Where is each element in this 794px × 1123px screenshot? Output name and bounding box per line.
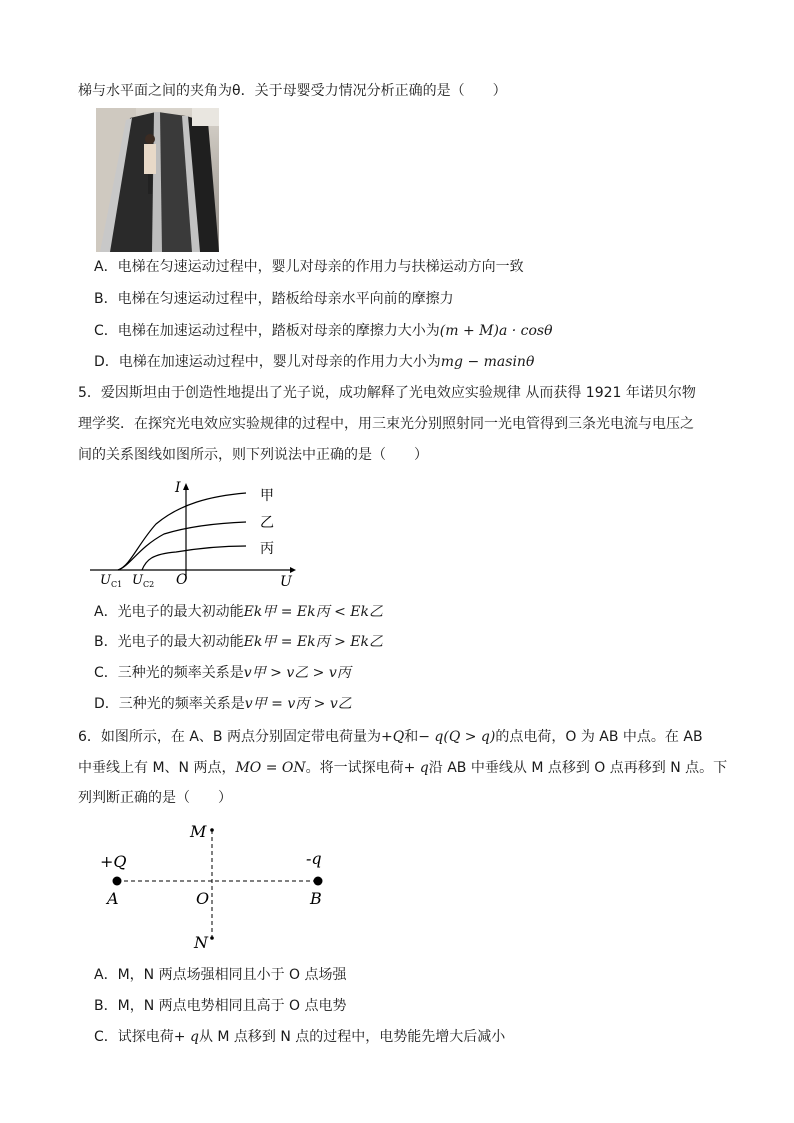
uc1-label: $U_{C1}$ [100,573,123,589]
q4-option-b: B．电梯在匀速运动过程中，踏板给母亲水平向前的摩擦力 [94,291,454,307]
q5-stem-line-3: 间的关系图线如图所示，则下列说法中正确的是（ ） [78,447,428,463]
escalator-photo [96,108,219,252]
q5-stem-line-1: 5．爱因斯坦由于创造性地提出了光子说，成功解释了光电效应实验规律 从而获得 1921 年诺贝尔物 [78,385,696,401]
curve-label-bing: 丙 [260,541,274,557]
origin-label: O [176,572,188,588]
q6-stem-line-3: 列判断正确的是（ ） [78,790,232,806]
q5-stem-line-2: 理学奖．在探究光电效应实验规律的过程中，用三束光分别照射同一光电管得到三条光电流与电压之 [78,416,694,432]
q5-option-b: B．光电子的最大初动能Ek甲 = Ek丙 > Ek乙 [94,634,383,650]
point-o-label: O [196,889,210,908]
point-n-label: N [194,933,208,952]
point-m-label: M [190,822,207,841]
charge-a-label: +Q [100,852,127,871]
q5-option-c: C．三种光的频率关系是v甲 > v乙 > v丙 [94,665,351,681]
point-a-label: A [107,889,119,908]
q5-option-d: D．三种光的频率关系是v甲 = v丙 > v乙 [94,696,352,712]
q4-option-d: D．电梯在加速运动过程中，婴儿对母亲的作用力大小为mg − masinθ [94,354,535,370]
q5-option-a: A．光电子的最大初动能Ek甲 = Ek丙 < Ek乙 [94,604,383,620]
axis-label-i: I [175,480,181,496]
q6-option-a: A．M，N 两点场强相同且小于 O 点场强 [94,967,347,983]
axis-label-u: U [280,574,292,590]
charge-diagram [90,818,340,953]
point-b-label: B [310,889,322,908]
q6-stem-line-1: 6．如图所示，在 A、B 两点分别固定带电荷量为+Q和− q(Q > q)的点电荷，O 为 AB 中点。在 AB [78,729,703,745]
q6-option-b: B．M，N 两点电势相同且高于 O 点电势 [94,998,347,1014]
curve-label-jia: 甲 [260,488,274,504]
photocurrent-graph [90,474,310,590]
q4-option-a: A．电梯在匀速运动过程中，婴儿对母亲的作用力与扶梯运动方向一致 [94,259,524,275]
q6-option-c: C．试探电荷+ q从 M 点移到 N 点的过程中，电势能先增大后减小 [94,1029,506,1045]
q4-option-c: C．电梯在加速运动过程中，踏板对母亲的摩擦力大小为(m + M)a · cosθ [94,323,553,339]
curve-bing [142,546,246,570]
curve-label-yi: 乙 [260,515,274,531]
curve-jia [118,493,246,570]
charge-a-dot [113,877,122,886]
uc2-label: $U_{C2}$ [132,573,155,589]
q6-stem-line-2: 中垂线上有 M、N 两点，MO = ON。将一试探电荷+ q沿 AB 中垂线从 M 点移到 O 点再移到 N 点。下 [78,760,728,776]
charge-b-label: -q [306,849,322,868]
q4-stem-tail: 梯与水平面之间的夹角为θ．关于母婴受力情况分析正确的是（ ） [78,83,507,99]
charge-b-dot [314,877,323,886]
